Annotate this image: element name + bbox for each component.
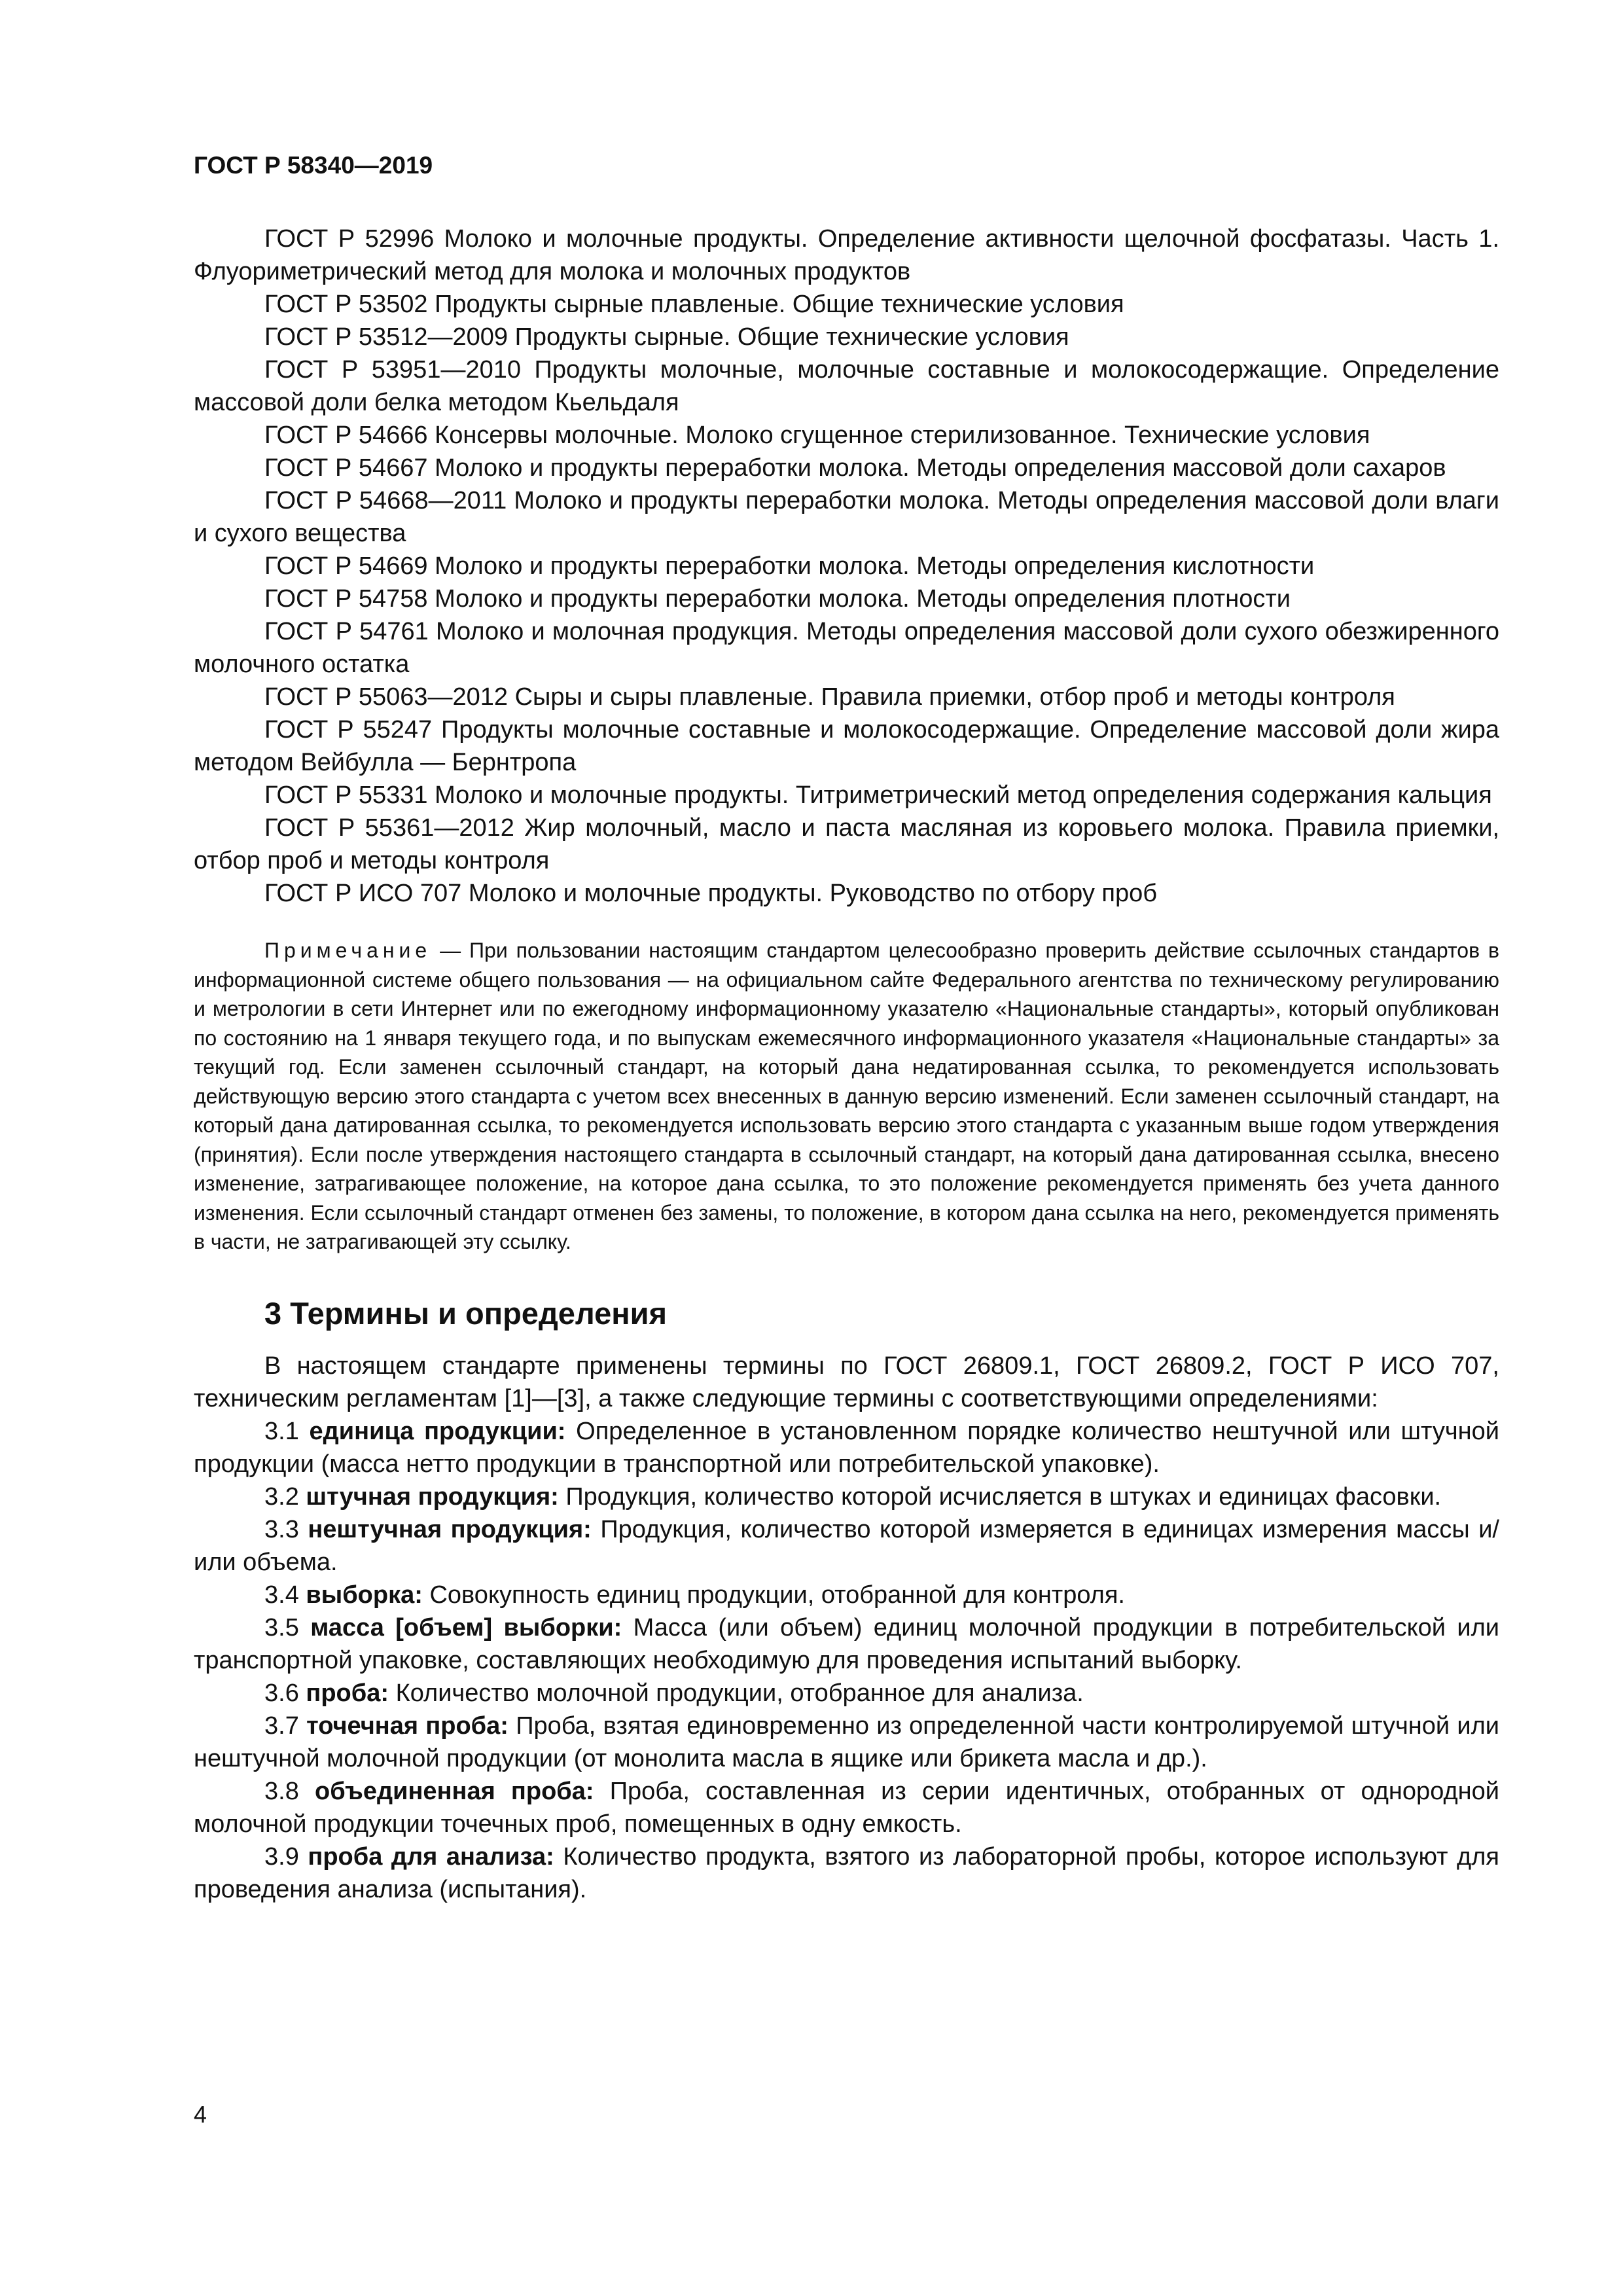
term-name: масса [объем] выборки: [310,1613,622,1641]
term-number: 3.4 [264,1581,299,1609]
document-header: ГОСТ Р 58340—2019 [194,152,433,179]
term-definition: Проба, взятая единовременно из определенной части контролируемой штучной или нештучной молочной продукции (от монолита масла в ящике или брикета масла и др.). [194,1712,1499,1772]
reference-item: ГОСТ Р 54668—2011 Молоко и продукты переработки молока. Методы определения массовой доли влаги и сухого вещества [194,487,1499,547]
term-number: 3.9 [264,1842,299,1871]
references-list [194,223,1499,910]
term-name: объединенная проба: [314,1777,594,1805]
term-item [194,1480,1499,1513]
note-paragraph [194,936,1499,1257]
reference-item: ГОСТ Р 52996 Молоко и молочные продукты. Определение активности щелочной фосфатазы. Часть 1. Флуориметрический метод для молока и молочных продуктов [194,225,1499,285]
reference-item: ГОСТ Р 55247 Продукты молочные составные и молокосодержащие. Определение массовой доли жира методом Вейбулла — Бернтропа [194,716,1499,776]
reference-item: ГОСТ Р 55063—2012 Сыры и сыры плавленые. Правила приемки, отбор проб и методы контроля [264,683,1395,711]
term-definition: Количество продукта, взятого из лабораторной пробы, которое используют для проведения анализа (испытания). [194,1842,1499,1903]
term-number: 3.2 [264,1482,299,1511]
reference-item: ГОСТ Р 55361—2012 Жир молочный, масло и паста масляная из коровьего молока. Правила приемки, отбор проб и методы контроля [194,814,1499,874]
term-item [194,1840,1499,1906]
term-name: проба для анализа: [308,1842,554,1871]
note-label: Примечание [264,939,432,962]
term-name: точечная проба: [306,1712,508,1740]
reference-item: ГОСТ Р 54669 Молоко и продукты переработки молока. Методы определения кислотности [264,552,1315,580]
term-number: 3.1 [264,1417,299,1445]
term-item [194,1579,1499,1611]
term-item [194,1611,1499,1677]
term-item [194,1775,1499,1840]
term-name: проба: [306,1679,389,1707]
term-definition: Проба, составленная из серии идентичных, отобранных от однородной молочной продукции точечных проб, помещенных в одну емкость. [194,1777,1500,1838]
term-item [194,1677,1499,1710]
term-number: 3.8 [264,1777,299,1805]
term-number: 3.7 [264,1712,299,1740]
reference-item: ГОСТ Р 53951—2010 Продукты молочные, молочные составные и молокосодержащие. Определение массовой доли белка методом Кьельдаля [194,356,1499,416]
term-number: 3.3 [264,1515,299,1543]
term-definition: Продукция, количество которой исчисляется в штуках и единицах фасовки. [565,1482,1442,1511]
reference-item: ГОСТ Р 54667 Молоко и продукты переработки молока. Методы определения массовой доли сахаров [264,454,1446,482]
section-intro: В настоящем стандарте применены термины по ГОСТ 26809.1, ГОСТ 26809.2, ГОСТ Р ИСО 707, техническим регламентам [1]—[3], а также следующие термины с соответствующими определениями: [194,1352,1499,1412]
reference-item: ГОСТ Р 54761 Молоко и молочная продукция. Методы определения массовой доли сухого обезжиренного молочного остатка [194,618,1499,678]
term-definition: Определенное в установленном порядке количество нештучной или штучной продукции (масса нетто продукции в транспортной или потребительской упаковке). [194,1417,1500,1478]
page-number: 4 [194,2101,207,2128]
reference-item: ГОСТ Р 53502 Продукты сырные плавленые. Общие технические условия [264,291,1124,318]
term-name: штучная продукция: [306,1482,559,1511]
reference-item: ГОСТ Р 53512—2009 Продукты сырные. Общие технические условия [264,323,1069,351]
document-body [194,223,1499,1906]
reference-item: ГОСТ Р 55331 Молоко и молочные продукты. Титриметрический метод определения содержания кальция [264,781,1492,809]
term-definition: Совокупность единиц продукции, отобранной для контроля. [429,1581,1125,1609]
term-item [194,1710,1499,1775]
term-number: 3.6 [264,1679,299,1707]
reference-item: ГОСТ Р 54758 Молоко и продукты переработки молока. Методы определения плотности [264,585,1291,613]
term-name: нештучная продукция: [308,1515,592,1543]
term-number: 3.5 [264,1613,299,1641]
reference-item: ГОСТ Р ИСО 707 Молоко и молочные продукты. Руководство по отбору проб [264,880,1158,907]
note-text: — При пользовании настоящим стандартом целесообразно проверить действие ссылочных стандартов в информационной системе общего пользования — на официальном сайте Федерального агентства по техническому регулированию и метрологии в сети Интернет или по ежегодному информационному указателю «Национальные стандарты», который опубликован по состоянию на 1 января текущего года, и по выпускам ежемесячного информационного указателя «Национальные стандарты» за текущий год. Если заменен ссылочный стандарт, на который дана недатированная ссылка, то рекомендуется использовать действующую версию этого стандарта с учетом всех внесенных в данную версию изменений. Если заменен ссылочный стандарт, на который дана датированная ссылка, то рекомендуется использовать версию этого стандарта с указанным выше годом утверждения (принятия). Если после утверждения настоящего стандарта в ссылочный стандарт, на который дана датированная ссылка, внесено изменение, затрагивающее положение, на которое дана ссылка, то это положение рекомендуется применять без учета данного изменения. Если ссылочный стандарт отменен без замены, то положение, в котором дана ссылка на него, рекомендуется применять в части, не затрагивающей эту ссылку. [194,939,1499,1253]
section-title: 3 Термины и определения [264,1295,667,1331]
term-definition: Масса (или объем) единиц молочной продукции в потребительской или транспортной упаковке, составляющих необходимую для проведения испытаний выборку. [194,1613,1500,1674]
terms-list [194,1415,1499,1906]
term-name: выборка: [306,1581,423,1609]
term-item [194,1513,1499,1579]
term-name: единица продукции: [309,1417,566,1445]
term-definition: Количество молочной продукции, отобранное для анализа. [395,1679,1084,1707]
term-definition: Продукция, количество которой измеряется в единицах измерения массы и/или объема. [194,1515,1499,1576]
reference-item: ГОСТ Р 54666 Консервы молочные. Молоко сгущенное стерилизованное. Технические условия [264,422,1370,449]
term-item [194,1415,1499,1480]
